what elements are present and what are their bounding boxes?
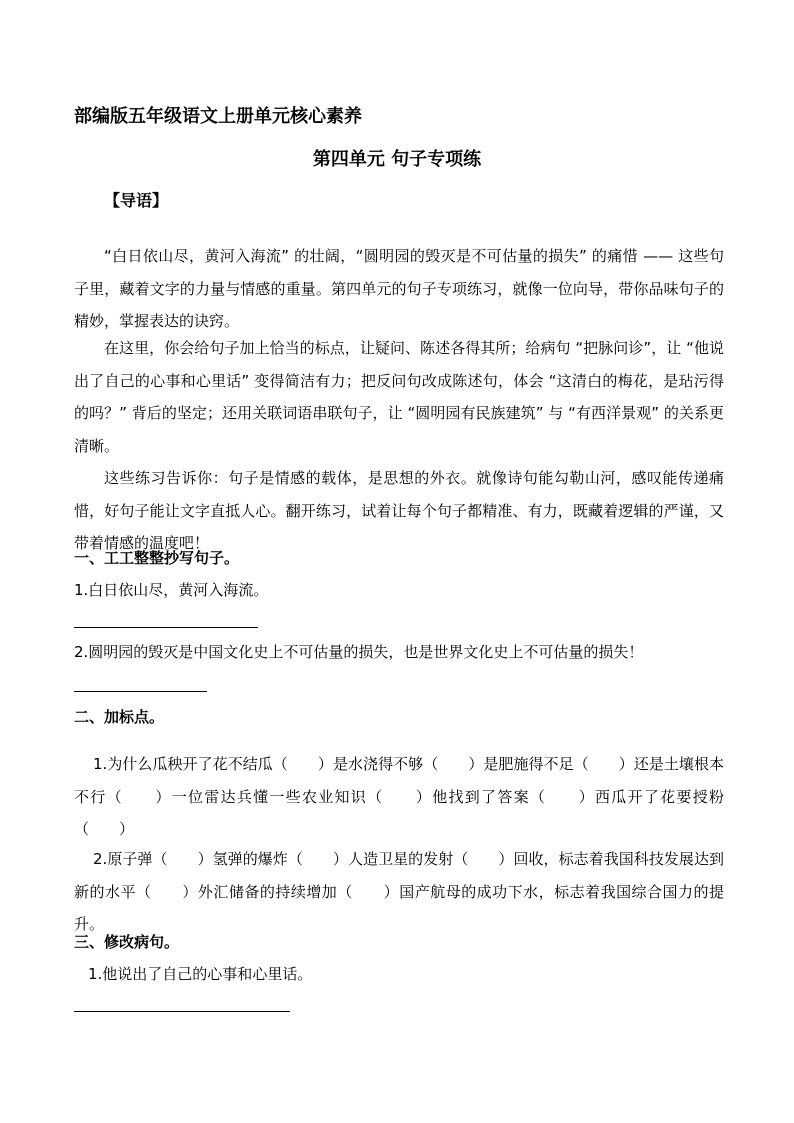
intro-paragraph: 这些练习告诉你：句子是情感的载体，是思想的外衣。就像诗句能勾勒山河，感叹能传递痛惜，好句子能让文字直抵人心。翻开练习，试着让每个句子都精准、有力，既藏着逻辑的严谨，又带着情感的温度吧！: [74, 469, 724, 552]
section-heading-punctuation: 二、加标点。: [74, 708, 165, 726]
answer-line[interactable]: [74, 627, 258, 628]
answer-line[interactable]: [74, 691, 207, 692]
question-item: 1.为什么瓜秧开了花不结瓜（ ）是水浇得不够（ ）是肥施得不足（ ）还是土壤根本不行（ ）一位雷达兵懂一些农业知识（ ）他找到了答案（ ）西瓜开了花要授粉（ ）: [74, 755, 724, 838]
document-title: 部编版五年级语文上册单元核心素养: [74, 106, 362, 127]
question-item: 2.圆明园的毁灭是中国文化史上不可估量的损失，也是世界文化史上不可估量的损失！: [74, 643, 644, 661]
intro-paragraph: 在这里，你会给句子加上恰当的标点，让疑问、陈述各得其所；给病句 “把脉问诊”，让 “他说出了自己的心事和心里话” 变得简洁有力；把反问句改成陈述句，体会 “这清白的梅花，是玷污得的吗？” 背后的坚定；还用关联词语串联句子，让 “圆明园有民族建筑” 与 “有西洋景观” 的关系更清晰。: [74, 339, 724, 455]
answer-line[interactable]: [74, 1011, 290, 1012]
question-item: 1.白日依山尽，黄河入海流。: [74, 581, 269, 599]
section-heading-fix-sentences: 三、修改病句。: [74, 933, 180, 951]
intro-heading: 【导语】: [104, 191, 169, 210]
question-item: 1.他说出了自己的心事和心里话。: [88, 965, 313, 983]
question-item: 2.原子弹（ ）氢弹的爆炸（ ）人造卫星的发射（ ）回收，标志着我国科技发展达到新的水平（ ）外汇储备的持续增加（ ）国产航母的成功下水，标志着我国综合国力的提升。: [74, 850, 724, 933]
unit-title: 第四单元 句子专项练: [312, 149, 482, 170]
section-heading-copy-sentences: 一、工工整整抄写句子。: [74, 549, 240, 567]
intro-paragraph: “白日依山尽，黄河入海流” 的壮阔，“圆明园的毁灭是不可估量的损失” 的痛惜 —— 这些句子里，藏着文字的力量与情感的重量。第四单元的句子专项练习，就像一位向导，带你品味句子的精妙，掌握表达的诀窍。: [74, 247, 724, 330]
